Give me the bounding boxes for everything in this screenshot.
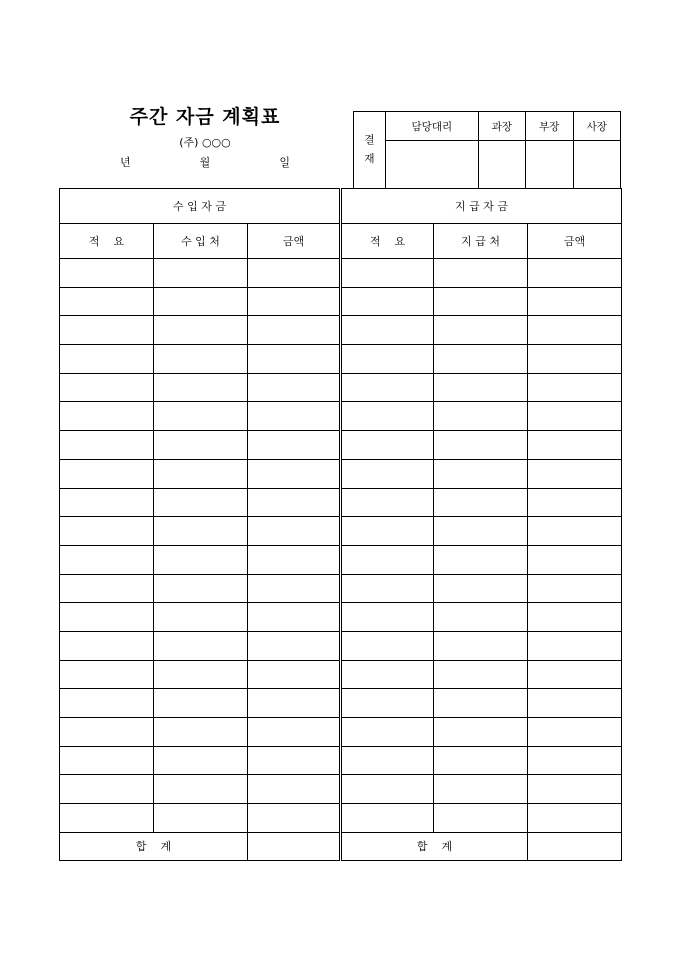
expense-description-cell[interactable]: [341, 431, 434, 460]
approval-table: [353, 111, 621, 189]
table-row: [60, 373, 622, 402]
expense-description-cell[interactable]: [341, 603, 434, 632]
expense-amount-cell[interactable]: [528, 259, 622, 288]
income-description-cell[interactable]: [60, 746, 154, 775]
expense-amount-cell[interactable]: [528, 459, 622, 488]
approval-role-section-chief: 과장: [478, 112, 525, 141]
income-amount-cell[interactable]: [248, 517, 341, 546]
table-row: [60, 775, 622, 804]
income-amount-cell[interactable]: [248, 718, 341, 747]
date-month-label: 월: [199, 156, 211, 169]
income-amount-cell[interactable]: [248, 631, 341, 660]
expense-amount-cell[interactable]: [528, 316, 622, 345]
income-description-cell[interactable]: [60, 287, 154, 316]
date-year-label: 년: [120, 156, 131, 169]
expense-destination-cell[interactable]: [434, 316, 528, 345]
expense-amount-cell[interactable]: [528, 574, 622, 603]
income-source-cell[interactable]: [154, 431, 248, 460]
approval-label-bottom: 재: [364, 153, 375, 165]
expense-destination-cell[interactable]: [434, 746, 528, 775]
expense-description-cell[interactable]: [341, 631, 434, 660]
income-amount-cell[interactable]: [248, 345, 341, 374]
expense-description-cell[interactable]: [341, 746, 434, 775]
expense-destination-cell[interactable]: [434, 488, 528, 517]
income-amount-cell[interactable]: [248, 459, 341, 488]
income-col-amount: 금액: [248, 224, 341, 259]
income-amount-cell[interactable]: [248, 775, 341, 804]
income-amount-cell[interactable]: [248, 689, 341, 718]
expense-destination-cell[interactable]: [434, 345, 528, 374]
income-amount-cell[interactable]: [248, 488, 341, 517]
table-row: [60, 316, 622, 345]
expense-amount-cell[interactable]: [528, 746, 622, 775]
income-section-title: 수 입 자 금: [60, 189, 341, 224]
expense-description-cell[interactable]: [341, 459, 434, 488]
expense-amount-cell[interactable]: [528, 431, 622, 460]
income-source-cell[interactable]: [154, 287, 248, 316]
income-description-cell[interactable]: [60, 373, 154, 402]
income-source-cell[interactable]: [154, 373, 248, 402]
table-row: [60, 545, 622, 574]
income-amount-cell[interactable]: [248, 373, 341, 402]
income-source-cell[interactable]: [154, 402, 248, 431]
table-row: [60, 459, 622, 488]
income-source-cell[interactable]: [154, 545, 248, 574]
approval-sign-box[interactable]: [526, 141, 573, 189]
income-source-cell[interactable]: [154, 488, 248, 517]
expense-destination-cell[interactable]: [434, 804, 528, 833]
income-amount-cell[interactable]: [248, 746, 341, 775]
expense-amount-cell[interactable]: [528, 517, 622, 546]
income-description-cell[interactable]: [60, 345, 154, 374]
income-description-cell[interactable]: [60, 660, 154, 689]
expense-description-cell[interactable]: [341, 259, 434, 288]
table-row: [60, 488, 622, 517]
expense-description-cell[interactable]: [341, 689, 434, 718]
expense-total-value[interactable]: [528, 832, 622, 860]
expense-col-amount: 금액: [528, 224, 622, 259]
table-row: [60, 689, 622, 718]
table-row: [60, 574, 622, 603]
expense-destination-cell[interactable]: [434, 718, 528, 747]
table-row: [60, 259, 622, 288]
company-name: (주) ○○○: [179, 136, 231, 149]
income-total-value[interactable]: [248, 832, 341, 860]
income-source-cell[interactable]: [154, 718, 248, 747]
income-amount-cell[interactable]: [248, 660, 341, 689]
approval-sign-box[interactable]: [573, 141, 620, 189]
expense-description-cell[interactable]: [341, 345, 434, 374]
expense-destination-cell[interactable]: [434, 402, 528, 431]
expense-amount-cell[interactable]: [528, 287, 622, 316]
table-row: [60, 517, 622, 546]
date-day-label: 일: [279, 156, 290, 169]
approval-label-top: 결: [364, 134, 375, 146]
income-col-source: 수 입 처: [154, 224, 248, 259]
expense-description-cell[interactable]: [341, 804, 434, 833]
expense-destination-cell[interactable]: [434, 517, 528, 546]
income-amount-cell[interactable]: [248, 574, 341, 603]
expense-description-cell[interactable]: [341, 488, 434, 517]
expense-amount-cell[interactable]: [528, 345, 622, 374]
expense-section-title: 지 급 자 금: [341, 189, 622, 224]
table-row: [60, 345, 622, 374]
income-source-cell[interactable]: [154, 603, 248, 632]
approval-sign-box[interactable]: [386, 141, 479, 189]
expense-description-cell[interactable]: [341, 574, 434, 603]
expense-amount-cell[interactable]: [528, 689, 622, 718]
income-description-cell[interactable]: [60, 718, 154, 747]
income-amount-cell[interactable]: [248, 316, 341, 345]
income-description-cell[interactable]: [60, 259, 154, 288]
income-description-cell[interactable]: [60, 689, 154, 718]
expense-destination-cell[interactable]: [434, 689, 528, 718]
expense-description-cell[interactable]: [341, 373, 434, 402]
expense-amount-cell[interactable]: [528, 402, 622, 431]
expense-destination-cell[interactable]: [434, 287, 528, 316]
expense-destination-cell[interactable]: [434, 431, 528, 460]
income-amount-cell[interactable]: [248, 804, 341, 833]
income-description-cell[interactable]: [60, 631, 154, 660]
expense-amount-cell[interactable]: [528, 775, 622, 804]
expense-amount-cell[interactable]: [528, 631, 622, 660]
expense-description-cell[interactable]: [341, 517, 434, 546]
approval-role-manager: 부장: [526, 112, 573, 141]
table-row: [60, 631, 622, 660]
income-source-cell[interactable]: [154, 459, 248, 488]
expense-description-cell[interactable]: [341, 718, 434, 747]
table-row: [60, 603, 622, 632]
income-source-cell[interactable]: [154, 660, 248, 689]
income-description-cell[interactable]: [60, 316, 154, 345]
income-description-cell[interactable]: [60, 775, 154, 804]
expense-description-cell[interactable]: [341, 287, 434, 316]
expense-amount-cell[interactable]: [528, 545, 622, 574]
expense-destination-cell[interactable]: [434, 373, 528, 402]
income-description-cell[interactable]: [60, 459, 154, 488]
expense-destination-cell[interactable]: [434, 574, 528, 603]
income-amount-cell[interactable]: [248, 287, 341, 316]
income-source-cell[interactable]: [154, 574, 248, 603]
income-amount-cell[interactable]: [248, 402, 341, 431]
income-description-cell[interactable]: [60, 574, 154, 603]
income-source-cell[interactable]: [154, 804, 248, 833]
approval-role-staff: 담당대리: [386, 112, 479, 141]
approval-sign-box[interactable]: [478, 141, 525, 189]
expense-description-cell[interactable]: [341, 402, 434, 431]
expense-description-cell[interactable]: [341, 545, 434, 574]
table-row: [60, 660, 622, 689]
income-amount-cell[interactable]: [248, 545, 341, 574]
expense-destination-cell[interactable]: [434, 775, 528, 804]
income-description-cell[interactable]: [60, 517, 154, 546]
approval-role-president: 사장: [573, 112, 620, 141]
table-row: [60, 804, 622, 833]
expense-destination-cell[interactable]: [434, 459, 528, 488]
date-line: [120, 154, 290, 170]
income-total-label: 합 계: [60, 832, 248, 860]
expense-description-cell[interactable]: [341, 660, 434, 689]
expense-col-destination: 지 급 처: [434, 224, 528, 259]
expense-destination-cell[interactable]: [434, 259, 528, 288]
table-row: [60, 431, 622, 460]
expense-amount-cell[interactable]: [528, 603, 622, 632]
table-row: [60, 718, 622, 747]
income-source-cell[interactable]: [154, 517, 248, 546]
income-source-cell[interactable]: [154, 345, 248, 374]
table-row: [60, 402, 622, 431]
expense-destination-cell[interactable]: [434, 545, 528, 574]
expense-amount-cell[interactable]: [528, 660, 622, 689]
expense-amount-cell[interactable]: [528, 718, 622, 747]
expense-amount-cell[interactable]: [528, 804, 622, 833]
income-description-cell[interactable]: [60, 804, 154, 833]
income-description-cell[interactable]: [60, 402, 154, 431]
expense-amount-cell[interactable]: [528, 488, 622, 517]
table-row: [60, 746, 622, 775]
expense-destination-cell[interactable]: [434, 660, 528, 689]
income-amount-cell[interactable]: [248, 431, 341, 460]
income-description-cell[interactable]: [60, 431, 154, 460]
expense-col-description: 적 요: [341, 224, 434, 259]
page-title: 주간 자금 계획표: [129, 106, 281, 128]
income-description-cell[interactable]: [60, 603, 154, 632]
income-source-cell[interactable]: [154, 631, 248, 660]
income-amount-cell[interactable]: [248, 603, 341, 632]
expense-total-label: 합 계: [341, 832, 528, 860]
income-source-cell[interactable]: [154, 689, 248, 718]
income-source-cell[interactable]: [154, 259, 248, 288]
income-source-cell[interactable]: [154, 746, 248, 775]
table-row: [60, 287, 622, 316]
expense-destination-cell[interactable]: [434, 631, 528, 660]
income-source-cell[interactable]: [154, 316, 248, 345]
income-source-cell[interactable]: [154, 775, 248, 804]
approval-label: [354, 112, 386, 189]
expense-description-cell[interactable]: [341, 316, 434, 345]
income-description-cell[interactable]: [60, 488, 154, 517]
income-col-description: 적 요: [60, 224, 154, 259]
fund-plan-table: [59, 188, 622, 861]
income-description-cell[interactable]: [60, 545, 154, 574]
expense-amount-cell[interactable]: [528, 373, 622, 402]
expense-description-cell[interactable]: [341, 775, 434, 804]
income-amount-cell[interactable]: [248, 259, 341, 288]
expense-destination-cell[interactable]: [434, 603, 528, 632]
